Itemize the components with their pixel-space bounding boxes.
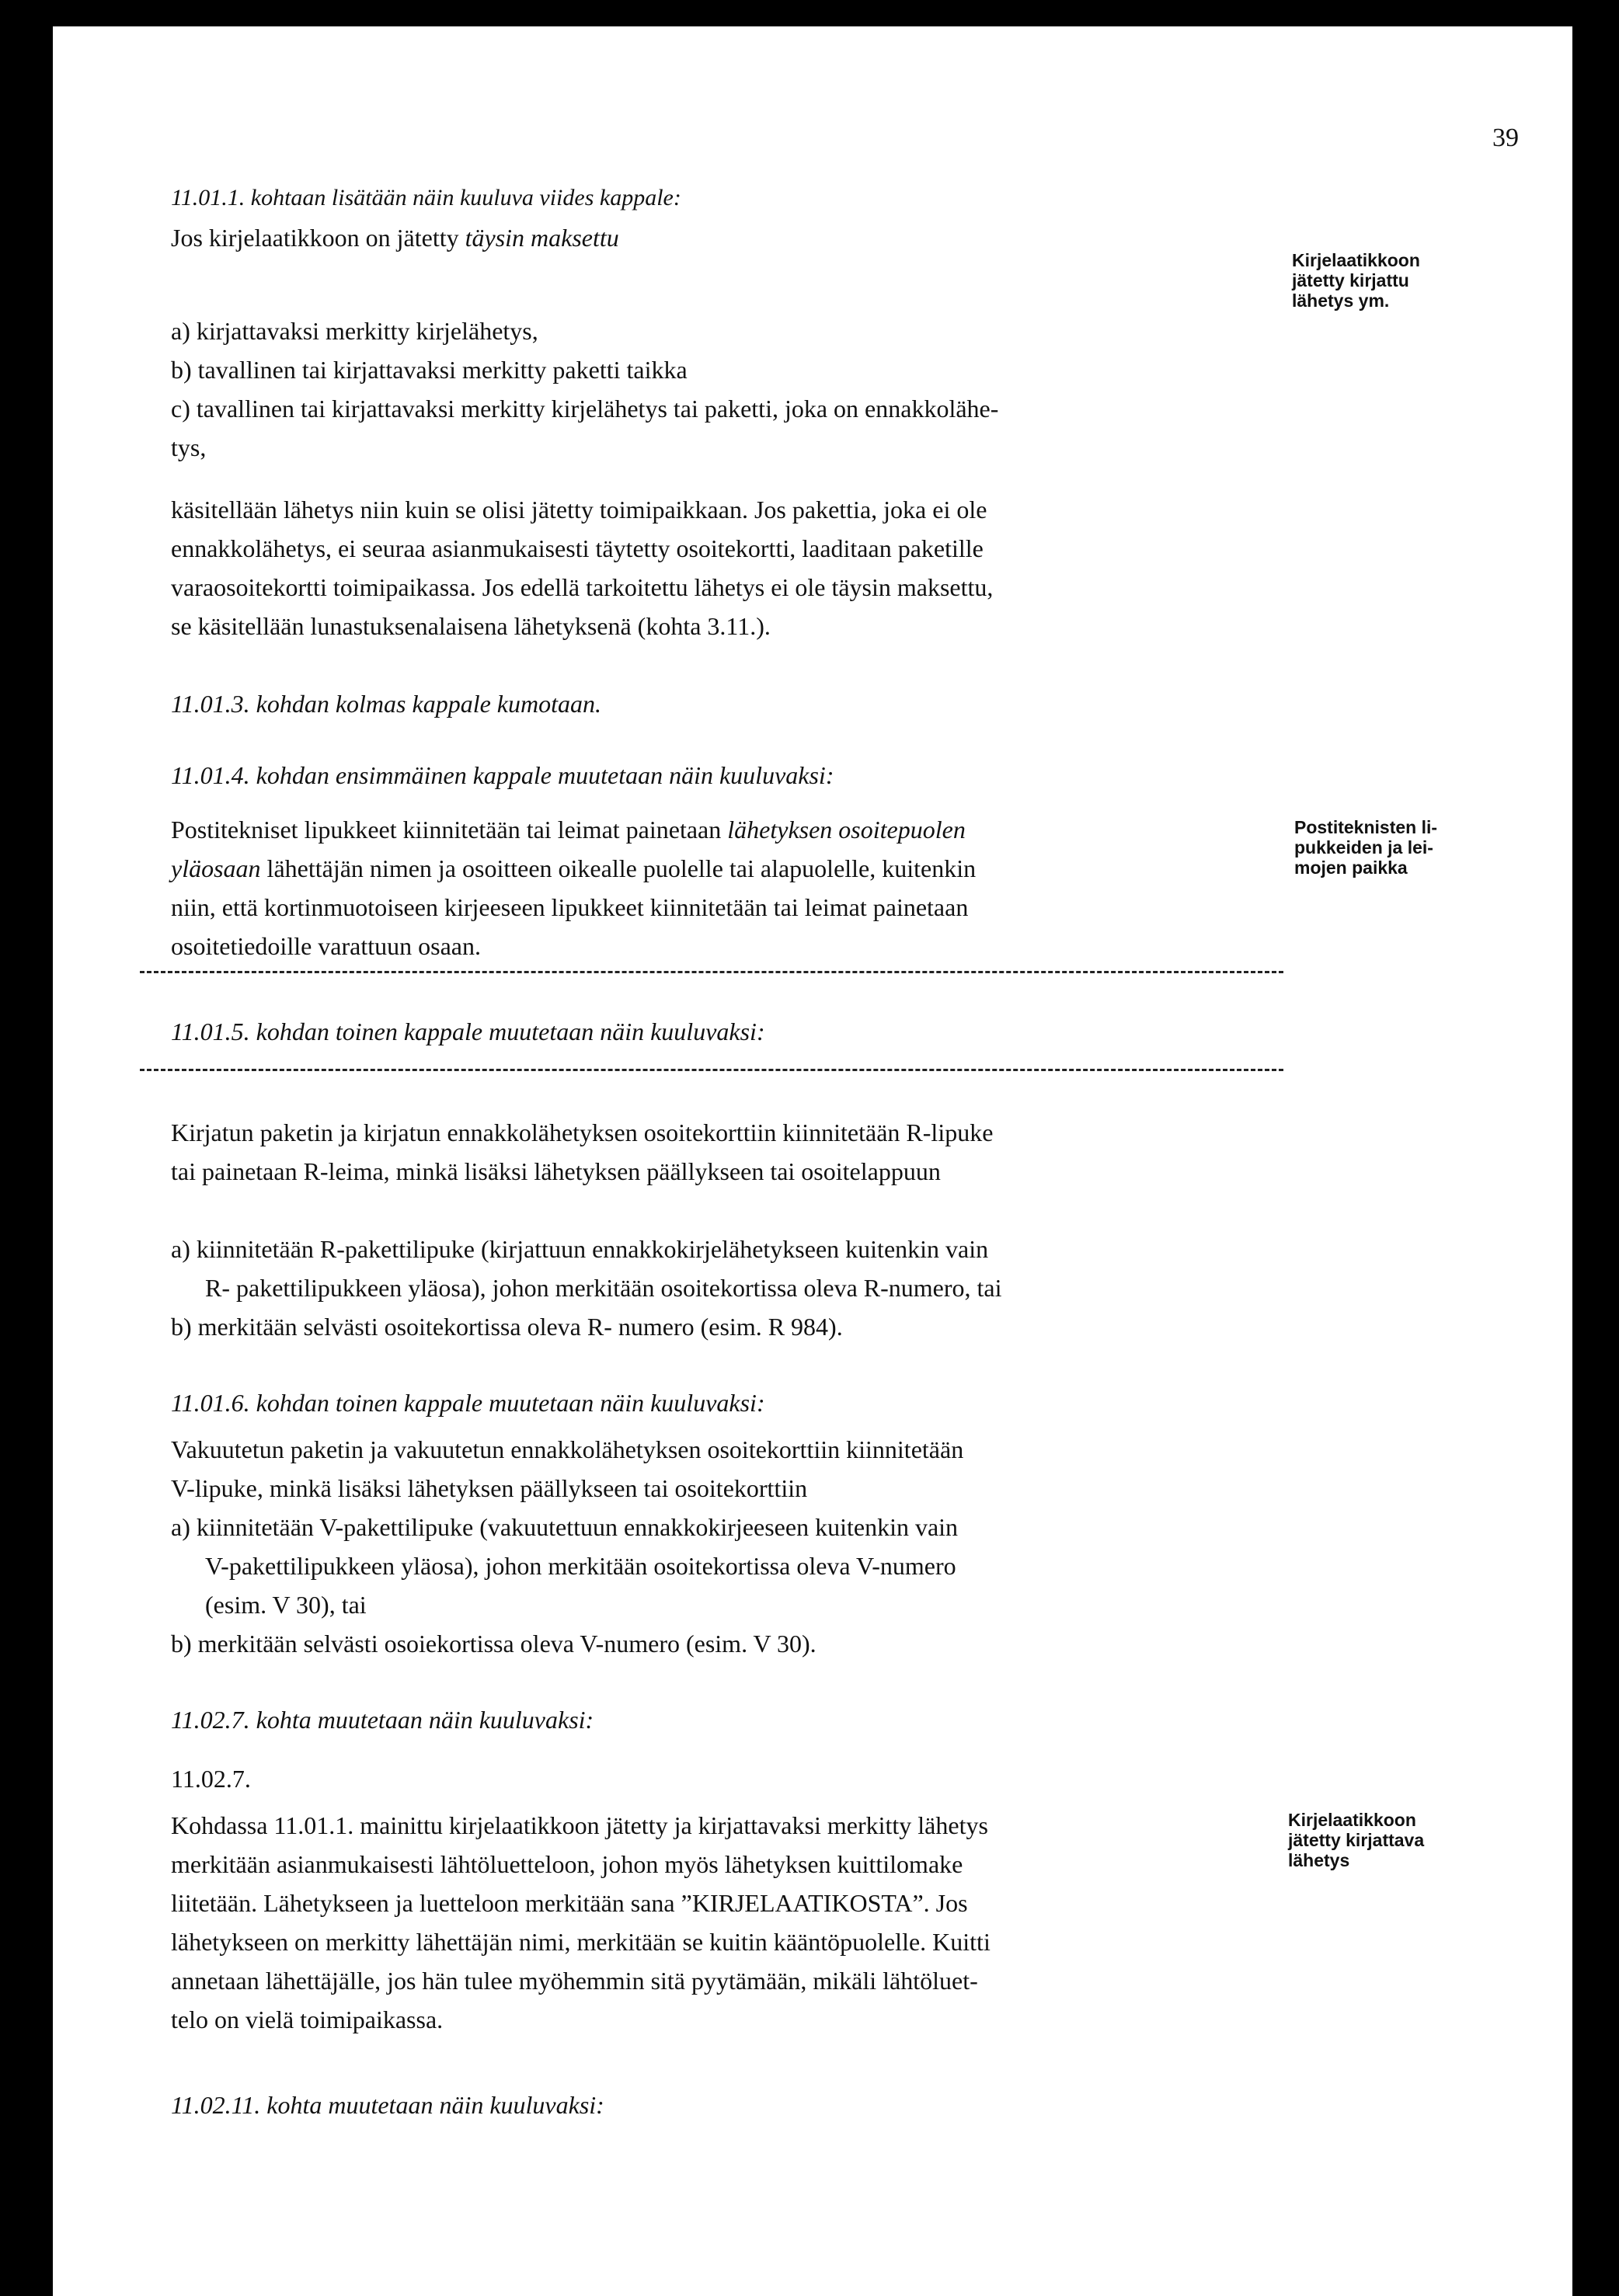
dashed-divider (140, 971, 1283, 973)
list-item-c-continued: tys, (171, 433, 207, 461)
margin-note-line: Kirjelaatikkoon (1292, 250, 1420, 270)
paragraph-line: niin, että kortinmuotoiseen kirjeeseen lipukkeet kiinnitetään tai leimat painetaan (171, 893, 969, 921)
paragraph-emphasis: yläosaan (171, 854, 261, 882)
paragraph-line (171, 856, 976, 881)
intro-line (171, 225, 619, 250)
list-item-a: a) kiinnitetään R-pakettilipuke (kirjattuun ennakkokirjelähetykseen kuitenkin vain (171, 1235, 989, 1263)
section-heading: 11.02.7. kohta muutetaan näin kuuluvaksi: (171, 1706, 594, 1734)
dashed-divider (140, 1069, 1283, 1071)
paragraph-line: merkitään asianmukaisesti lähtöluetteloon, johon myös lähetyksen kuittilomake (171, 1850, 963, 1878)
margin-note-line: Postiteknisten li- (1294, 817, 1438, 837)
paragraph-line: Kohdassa 11.01.1. mainittu kirjelaatikkoon jätetty ja kirjattavaksi merkitty lähetys (171, 1811, 988, 1839)
paragraph-line: varaosoitekortti toimipaikassa. Jos edellä tarkoitettu lähetys ei ole täysin maksettu, (171, 573, 994, 601)
list-item-b: b) tavallinen tai kirjattavaksi merkitty paketti taikka (171, 356, 688, 384)
section-heading: 11.01.6. kohdan toinen kappale muutetaan näin kuuluvaksi: (171, 1389, 765, 1417)
paragraph-line: liitetään. Lähetykseen ja luetteloon merkitään sana ”KIRJELAATIKOSTA”. Jos (171, 1889, 968, 1917)
document-page (53, 26, 1572, 2296)
paragraph-line: tai painetaan R-leima, minkä lisäksi lähetyksen päällykseen tai osoitelappuun (171, 1157, 941, 1185)
list-item-a-continued: V-pakettilipukkeen yläosa), johon merkitään osoitekortissa oleva V-numero (205, 1552, 956, 1580)
section-heading: 11.01.1. kohtaan lisätään näin kuuluva viides kappale: (171, 185, 681, 210)
page-number: 39 (1492, 123, 1519, 152)
paragraph-line: Kirjatun paketin ja kirjatun ennakkolähetyksen osoitekorttiin kiinnitetään R-lipuke (171, 1118, 994, 1146)
margin-note-line: mojen paikka (1294, 858, 1408, 878)
margin-note-line: jätetty kirjattava (1288, 1830, 1425, 1850)
margin-note-line: Kirjelaatikkoon (1288, 1810, 1416, 1830)
list-item-a-continued: (esim. V 30), tai (205, 1591, 367, 1619)
margin-note-line: pukkeiden ja lei- (1294, 837, 1433, 858)
paragraph-line (171, 817, 966, 842)
margin-note-line: jätetty kirjattu (1292, 270, 1409, 290)
paragraph-emphasis: lähetyksen osoitepuolen (727, 816, 966, 844)
paragraph-line: ennakkolähetys, ei seuraa asianmukaisesti täytetty osoitekortti, laaditaan paketille (171, 534, 984, 562)
list-item-b: b) merkitään selvästi osoitekortissa oleva R- numero (esim. R 984). (171, 1313, 843, 1341)
intro-emphasis: täysin maksettu (465, 224, 619, 252)
paragraph-text: Postitekniset lipukkeet kiinnitetään tai leimat painetaan (171, 816, 728, 844)
list-item-c: c) tavallinen tai kirjattavaksi merkitty kirjelähetys tai paketti, joka on ennakkolähe- (171, 395, 999, 423)
margin-note-line: lähetys (1288, 1850, 1350, 1870)
paragraph-line: telo on vielä toimipaikassa. (171, 2006, 444, 2033)
section-heading-11-01-3: 11.01.3. kohdan kolmas kappale kumotaan. (171, 690, 601, 718)
paragraph-line: käsitellään lähetys niin kuin se olisi jätetty toimipaikkaan. Jos pakettia, joka ei ole (171, 496, 987, 524)
subheading: 11.02.7. (171, 1765, 251, 1793)
margin-note-line: lähetys ym. (1292, 290, 1390, 311)
paragraph-line: V-lipuke, minkä lisäksi lähetyksen päällykseen tai osoitekorttiin (171, 1474, 808, 1502)
paragraph-line: osoitetiedoille varattuun osaan. (171, 932, 481, 960)
paragraph-text: lähettäjän nimen ja osoitteen oikealle puolelle tai alapuolelle, kuitenkin (260, 854, 977, 882)
list-item-a: a) kirjattavaksi merkitty kirjelähetys, (171, 317, 538, 345)
section-heading-11-02-11: 11.02.11. kohta muutetaan näin kuuluvaksi: (171, 2091, 604, 2119)
paragraph-line: se käsitellään lunastuksenalaisena lähetyksenä (kohta 3.11.). (171, 612, 771, 640)
section-heading: 11.01.4. kohdan ensimmäinen kappale muutetaan näin kuuluvaksi: (171, 761, 834, 789)
section-heading: 11.01.5. kohdan toinen kappale muutetaan näin kuuluvaksi: (171, 1018, 765, 1045)
intro-text: Jos kirjelaatikkoon on jätetty (171, 224, 465, 252)
paragraph-line: Vakuutetun paketin ja vakuutetun ennakkolähetyksen osoitekorttiin kiinnitetään (171, 1435, 964, 1463)
paragraph-line: lähetykseen on merkitty lähettäjän nimi, merkitään se kuitin kääntöpuolelle. Kuitti (171, 1928, 991, 1956)
paragraph-line: annetaan lähettäjälle, jos hän tulee myöhemmin sitä pyytämään, mikäli lähtöluet- (171, 1967, 978, 1995)
list-item-a-continued: R- pakettilipukkeen yläosa), johon merkitään osoitekortissa oleva R-numero, tai (205, 1274, 1002, 1302)
list-item-a: a) kiinnitetään V-pakettilipuke (vakuutettuun ennakkokirjeeseen kuitenkin vain (171, 1513, 959, 1541)
list-item-b: b) merkitään selvästi osoiekortissa oleva V-numero (esim. V 30). (171, 1630, 816, 1658)
